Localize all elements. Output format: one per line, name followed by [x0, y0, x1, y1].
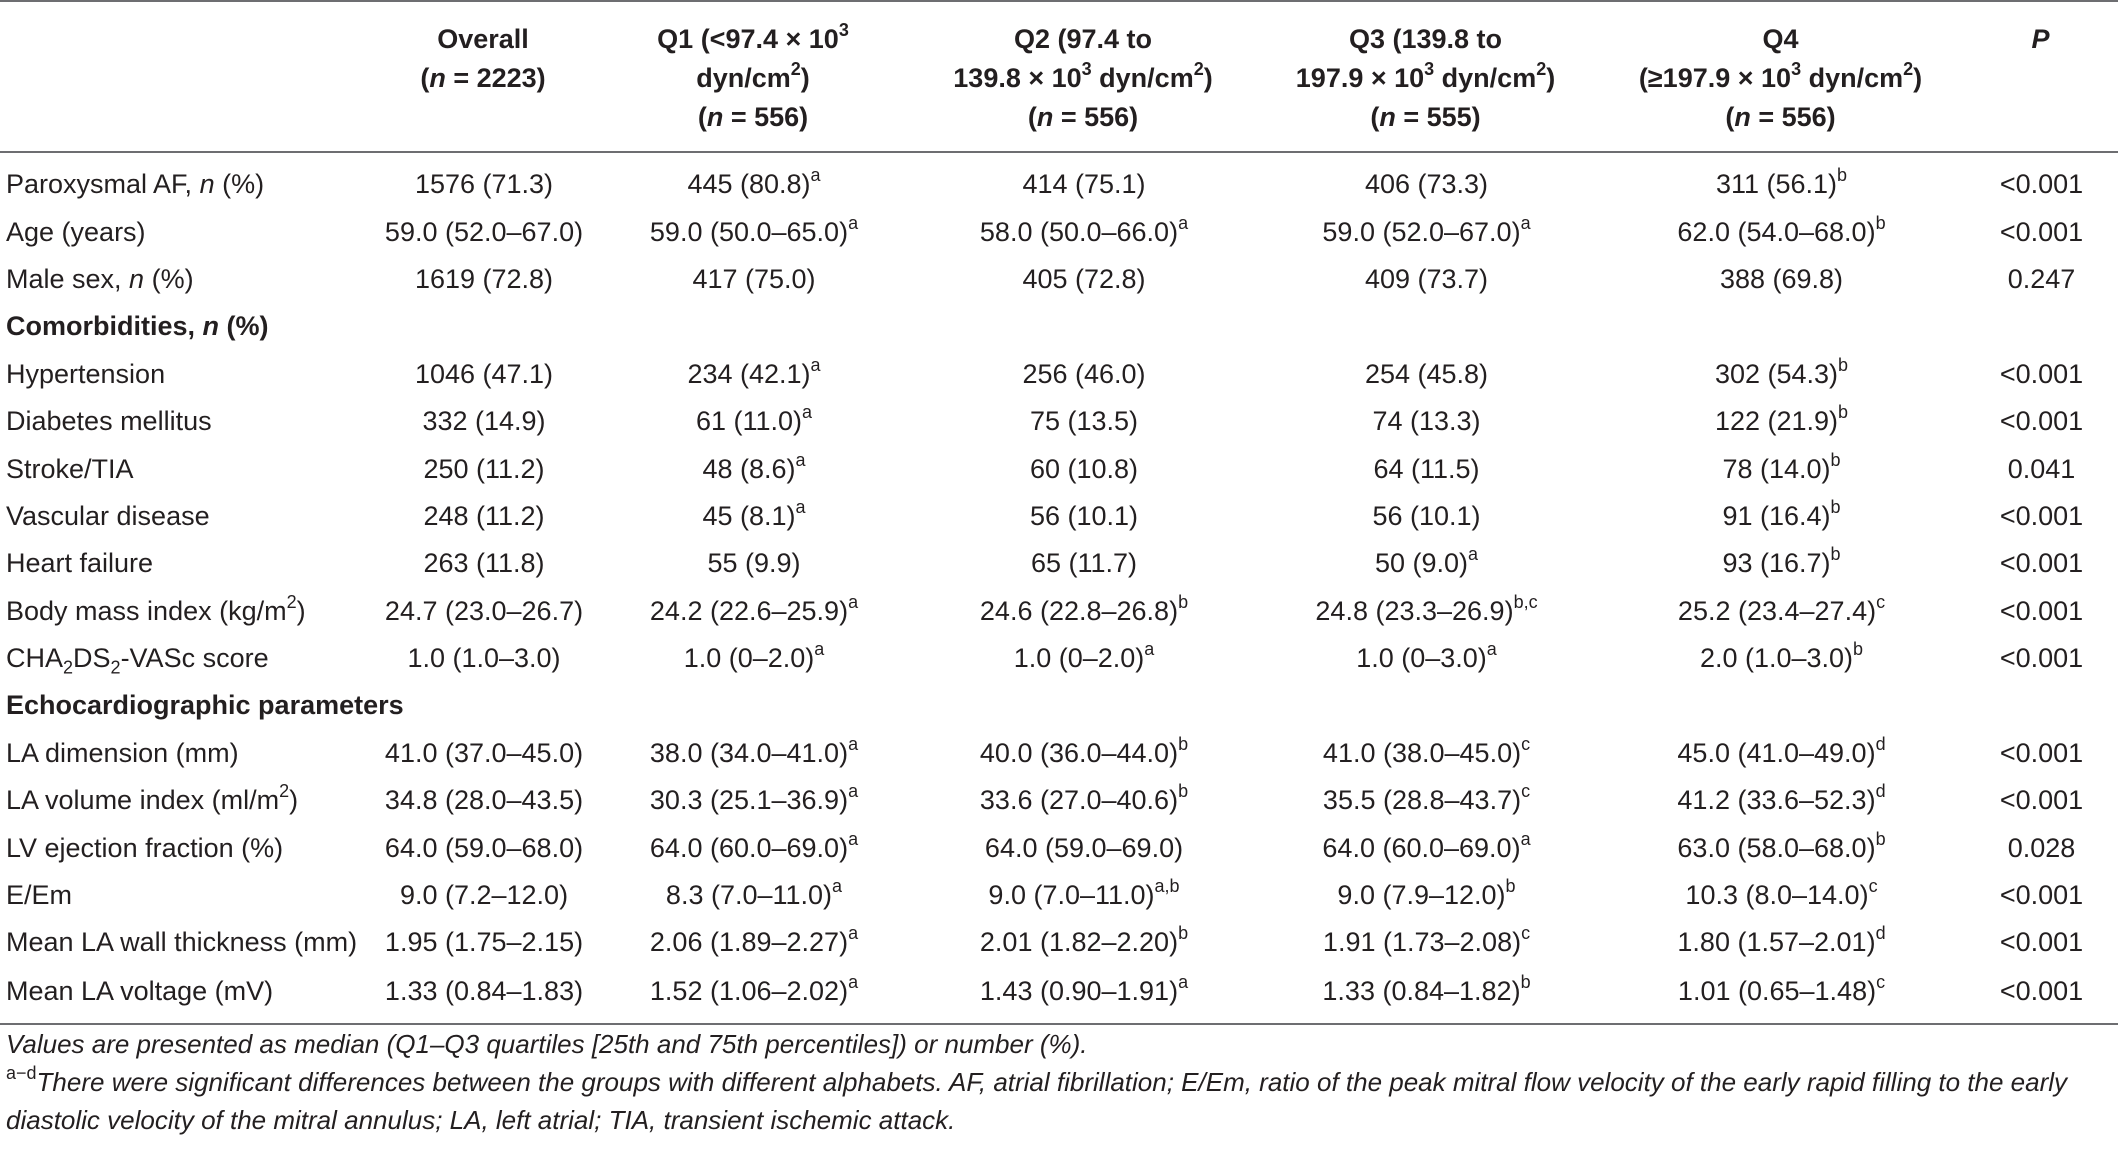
cell-overall: 263 (11.8)	[423, 548, 545, 579]
row-label: LA dimension (mm)	[6, 737, 239, 768]
cell-overall: 59.0 (52.0–67.0)	[384, 216, 584, 247]
cell-q2: 56 (10.1)	[1029, 500, 1139, 531]
cell-overall: 24.7 (23.0–26.7)	[384, 595, 584, 626]
cell-q3: 406 (73.3)	[1364, 169, 1489, 200]
row-label: Stroke/TIA	[6, 453, 134, 484]
cell-q3: 56 (10.1)	[1372, 500, 1481, 531]
cell-q4: 1.01 $(0.65-1.48)^c$	[1598, 967, 1963, 1024]
row-label: Diabetes mellitus	[6, 406, 212, 437]
cell-p: <0.001	[1999, 595, 2084, 626]
cell-q2: 75 (13.5)	[1029, 406, 1139, 437]
cell-p: <0.001	[1999, 216, 2084, 247]
cell-q4: 45.0 $(41.0-49.0)^d$	[1677, 733, 1886, 768]
table-row-bmi	[0, 588, 2118, 635]
cell-p: <0.001	[1999, 406, 2084, 437]
header-p: P	[2031, 24, 2050, 54]
cell-q1: 64.0 $(60.0-69.0)^a$	[649, 828, 859, 863]
cell-q3: 35.5 $(28.8-43.7)^c$	[1322, 781, 1531, 816]
cell-q1: 30.3 $(25.1-36.9)^a$	[649, 781, 859, 816]
cell-q2: 2.01 $(1.82-2.20)^b$	[979, 923, 1189, 958]
header-variable	[0, 1, 373, 152]
cell-overall: 332 (14.9)	[422, 406, 546, 437]
table-row-diabetes	[0, 398, 2118, 445]
cell-overall: 1.33 (0.84–1.83)	[373, 967, 593, 1024]
table-row-cha2ds2-vasc	[0, 635, 2118, 682]
cell-q1: 2.06 $(1.89-2.27)^a$	[649, 923, 859, 958]
header-q1: Q1 ($<97.4 \times 10^3$ dyn/$cm^2$) (n = 556)	[657, 20, 849, 132]
cell-q2: 33.6 $(27.0-40.6)^b$	[979, 781, 1189, 816]
row-label: Body mass index $(kg/m^2)$	[6, 591, 306, 626]
cell-p: <0.001	[1999, 880, 2084, 911]
row-label: Hypertension	[6, 358, 166, 389]
row-label: Vascular disease	[6, 500, 210, 531]
row-label: Mean LA wall thickness (mm)	[6, 927, 358, 958]
cell-q1: 59.0 $(50.0-65.0)^a$	[649, 212, 859, 247]
section-label: Echocardiographic parameters	[6, 690, 404, 721]
cell-q2: 1.43 $(0.90-1.91)^a$	[913, 967, 1253, 1024]
cell-q2: 64.0 (59.0–69.0)	[984, 832, 1184, 863]
table-header	[0, 1, 2118, 152]
section-row-comorbidities	[0, 303, 2118, 350]
table-row-hypertension	[0, 351, 2118, 398]
cell-q1: 234 $(42.1)^a$	[687, 354, 821, 389]
cell-q4: 63.0 $(58.0-68.0)^b$	[1677, 828, 1886, 863]
table-row-lv-ejection-fraction	[0, 824, 2118, 871]
cell-q4: 41.2 $(33.6-52.3)^d$	[1677, 781, 1886, 816]
cell-p: <0.001	[1999, 737, 2084, 768]
row-label: E/Em	[6, 880, 73, 911]
cell-q4: 311 $(56.1)^b$	[1715, 165, 1848, 200]
cell-overall: 34.8 (28.0–43.5)	[384, 785, 584, 816]
row-label: Paroxysmal AF, n (%)	[6, 169, 265, 200]
table-row-stroke	[0, 445, 2118, 492]
cell-p: <0.001	[1999, 548, 2084, 579]
cell-q1: 38.0 $(34.0-41.0)^a$	[649, 733, 859, 768]
cell-q3: 1.91 $(1.73-2.08)^c$	[1322, 923, 1531, 958]
cell-q3: 74 (13.3)	[1372, 406, 1481, 437]
cell-overall: 1.0 (1.0–3.0)	[407, 643, 561, 674]
cell-overall: 1619 (72.8)	[414, 263, 554, 294]
cell-q3: 9.0 $(7.9-12.0)^b$	[1337, 876, 1516, 911]
cell-q2: 414 (75.1)	[1022, 169, 1146, 200]
cell-q2: 24.6 $(22.8-26.8)^b$	[979, 591, 1189, 626]
header-q4: Q4 ($\ge 197.9 \times 10^3$ dyn/$cm^2$) (n = 556)	[1638, 24, 1923, 132]
cell-overall: 9.0 (7.2–12.0)	[399, 880, 569, 911]
cell-q1: 1.0 $(0-2.0)^a$	[683, 639, 825, 674]
row-label: LV ejection fraction (%)	[6, 832, 284, 863]
table-row-la-voltage	[0, 967, 2118, 1024]
table-row-heart-failure	[0, 540, 2118, 587]
cell-q4: 122 $(21.9)^b$	[1714, 402, 1849, 437]
cell-q1: 1.52 $(1.06-2.02)^a$	[593, 967, 913, 1024]
cell-overall: 250 (11.2)	[423, 453, 545, 484]
cell-q2: 405 (72.8)	[1022, 263, 1146, 294]
header-q2: Q2 (97.4 to $139.8 \times 10^3$ dyn/$cm^2$) (n = 556)	[953, 24, 1213, 132]
cell-q1: 8.3 $(7.0-11.0)^a$	[665, 876, 843, 911]
cell-q1: 55 (9.9)	[707, 548, 801, 579]
cell-overall: 41.0 (37.0–45.0)	[384, 737, 584, 768]
cell-p: <0.001	[1963, 967, 2118, 1024]
cell-overall: 248 (11.2)	[423, 500, 545, 531]
table-footnotes	[6, 1025, 2111, 1139]
cell-q3: 409 (73.7)	[1364, 263, 1489, 294]
table-row-vascular	[0, 493, 2118, 540]
table-body	[0, 152, 2118, 1024]
cell-q3: 50 $(9.0)^a$	[1374, 544, 1479, 579]
table-row-la-volume-index	[0, 777, 2118, 824]
cell-q1: 24.2 $(22.6-25.9)^a$	[649, 591, 859, 626]
cell-overall: 1576 (71.3)	[414, 169, 554, 200]
cell-q3: 24.8 $(23.3-26.9)^{b,c}$	[1315, 591, 1538, 626]
table-row-la-dimension	[0, 730, 2118, 777]
cell-overall: 1046 (47.1)	[414, 358, 554, 389]
cell-q3: 59.0 $(52.0-67.0)^a$	[1322, 212, 1531, 247]
row-label: $CHA_2DS_2$-VASc score	[6, 643, 269, 678]
row-label: Age (years)	[6, 216, 146, 247]
cell-q1: 48 $(8.6)^a$	[702, 449, 806, 484]
header-q3: Q3 (139.8 to $197.9 \times 10^3$ dyn/$cm^2$) (n = 555)	[1295, 24, 1556, 132]
table-row-paroxysmal-af	[0, 152, 2118, 208]
cell-q1: 45 $(8.1)^a$	[702, 496, 806, 531]
cell-q2: 60 (10.8)	[1029, 453, 1139, 484]
cell-q3: 1.0 $(0-3.0)^a$	[1356, 639, 1497, 674]
cell-q1: 417 (75.0)	[692, 263, 816, 294]
cell-p: <0.001	[1999, 643, 2084, 674]
cell-p: <0.001	[1999, 500, 2084, 531]
cell-p: 0.041	[2007, 453, 2076, 484]
header-overall: Overall (n = 2223)	[420, 24, 546, 93]
cell-q2: 256 (46.0)	[1022, 358, 1146, 389]
cell-overall: 64.0 (59.0–68.0)	[384, 832, 584, 863]
cell-q4: 2.0 $(1.0-3.0)^b$	[1699, 639, 1864, 674]
row-label: Male sex, n (%)	[6, 263, 194, 294]
cell-q4: 93 $(16.7)^b$	[1722, 544, 1841, 579]
cell-p: 0.028	[2007, 832, 2076, 863]
cell-p: <0.001	[1999, 358, 2084, 389]
footnote-significance: $^{a-d}$There were significant differences between the groups with different alphabets. AF, atrial fibrillation; E/Em, ratio of the peak mitral flow velocity of the early rapid filling to the early diastolic velocity of the mitral annulus; LA, left atrial; TIA, transient ischemic attack.	[6, 1063, 2068, 1135]
cell-q4: 388 (69.8)	[1719, 263, 1844, 294]
cell-q2: 9.0 $(7.0-11.0)^{a,b}$	[988, 876, 1180, 911]
table-row-age	[0, 208, 2118, 255]
cell-q3: 254 (45.8)	[1364, 358, 1489, 389]
cell-q3: 1.33 $(0.84-1.82)^b$	[1253, 967, 1598, 1024]
table-row-male-sex	[0, 256, 2118, 303]
row-label: Mean LA voltage (mV)	[0, 967, 373, 1024]
cell-p: <0.001	[1999, 927, 2084, 958]
cell-overall: 1.95 (1.75–2.15)	[384, 927, 584, 958]
table-row-e-em	[0, 872, 2118, 919]
cell-q4: 302 $(54.3)^b$	[1714, 354, 1849, 389]
row-label: LA volume index $(ml/m^2)$	[6, 781, 299, 816]
cell-q4: 25.2 $(23.4-27.4)^c$	[1677, 591, 1886, 626]
section-row-echocardiographic	[0, 682, 2118, 729]
cell-q3: 64 (11.5)	[1373, 453, 1480, 484]
footnote-values: Values are presented as median (Q1–Q3 quartiles [25th and 75th percentiles]) or number (%).	[6, 1029, 1088, 1059]
row-label: Heart failure	[6, 548, 154, 579]
cell-p: <0.001	[1999, 785, 2084, 816]
cell-q2: 65 (11.7)	[1030, 548, 1138, 579]
cell-p: <0.001	[1999, 169, 2084, 200]
cell-q3: 64.0 $(60.0-69.0)^a$	[1322, 828, 1531, 863]
table-row-la-wall-thickness	[0, 919, 2118, 966]
cell-q2: 40.0 $(36.0-44.0)^b$	[979, 733, 1189, 768]
cell-q4: 62.0 $(54.0-68.0)^b$	[1677, 212, 1886, 247]
section-label: Comorbidities, n (%)	[6, 311, 269, 342]
cell-q4: 78 $(14.0)^b$	[1722, 449, 1841, 484]
cell-q2: 1.0 $(0-2.0)^a$	[1013, 639, 1155, 674]
cell-q3: 41.0 $(38.0-45.0)^c$	[1322, 733, 1531, 768]
cell-p: 0.247	[2007, 263, 2076, 294]
cell-q4: 91 $(16.4)^b$	[1722, 496, 1841, 531]
cell-q1: 445 $(80.8)^a$	[687, 165, 821, 200]
cell-q4: 1.80 $(1.57-2.01)^d$	[1677, 923, 1886, 958]
cell-q2: 58.0 $(50.0-66.0)^a$	[979, 212, 1189, 247]
cell-q1: 61 $(11.0)^a$	[695, 402, 813, 437]
cell-q4: 10.3 $(8.0-14.0)^c$	[1685, 876, 1878, 911]
